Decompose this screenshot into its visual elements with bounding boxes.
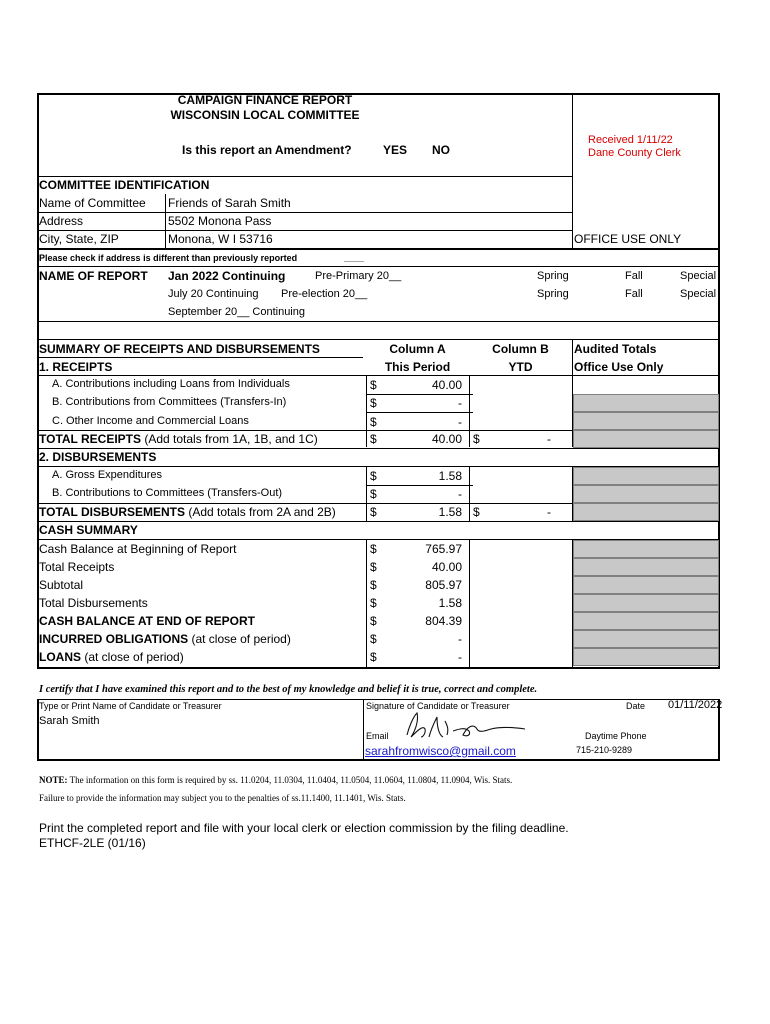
amendment-yes[interactable]: YES	[383, 143, 408, 157]
total-disbursements-note: (Add totals from 2A and 2B)	[185, 505, 336, 519]
form-title: CAMPAIGN FINANCE REPORT	[177, 93, 353, 107]
loans-value[interactable]: -	[458, 650, 462, 664]
receipt-c-label: C. Other Income and Commercial Loans	[52, 415, 249, 427]
audited-totals-header: Audited Totals	[574, 342, 657, 356]
audited-incurred-cell	[573, 630, 719, 648]
form-id: ETHCF-2LE (01/16)	[39, 836, 146, 850]
cash-receipts-value[interactable]: 40.00	[431, 560, 462, 574]
total-receipts-ytd-value[interactable]: -	[547, 432, 551, 446]
report-option-special-2[interactable]: Special	[680, 288, 717, 300]
address-change-note: Please check if address is different than previously reported	[39, 253, 298, 263]
receipts-section-title: 1. RECEIPTS	[39, 360, 113, 374]
audited-loans-cell	[573, 648, 719, 666]
daytime-phone-field[interactable]: 715-210-9289	[576, 745, 633, 755]
report-option-pre-election[interactable]: Pre-election 20__	[281, 288, 368, 300]
committee-section-title: COMMITTEE IDENTIFICATION	[39, 178, 210, 192]
total-disbursements-bold: TOTAL DISBURSEMENTS	[39, 505, 186, 519]
amendment-question: Is this report an Amendment?	[182, 143, 352, 157]
receipt-a-label: A. Contributions including Loans from Individuals	[52, 378, 290, 390]
dollar-sign: $	[370, 415, 377, 429]
audited-disbursement-a-cell	[573, 467, 719, 485]
summary-title: SUMMARY OF RECEIPTS AND DISBURSEMENTS	[39, 342, 320, 356]
total-receipts-note: (Add totals from 1A, 1B, and 1C)	[141, 432, 318, 446]
cash-begin-label: Cash Balance at Beginning of Report	[39, 542, 237, 556]
audited-totals-subheader: Office Use Only	[574, 360, 664, 374]
total-receipts-bold: TOTAL RECEIPTS	[39, 432, 142, 446]
column-a-subheader: This Period	[384, 360, 451, 374]
date-field[interactable]: 01/11/2022	[668, 699, 723, 711]
address-field[interactable]: 5502 Monona Pass	[168, 214, 272, 228]
audited-cash-end-cell	[573, 612, 719, 630]
incurred-obligations-label	[39, 633, 291, 645]
column-b-header: Column B	[492, 342, 549, 356]
cash-disbursements-label: Total Disbursements	[39, 596, 148, 610]
city-state-zip-label: City, State, ZIP	[39, 232, 119, 246]
total-disbursements-value[interactable]: 1.58	[438, 505, 462, 519]
cash-receipts-label: Total Receipts	[39, 560, 115, 574]
receipt-b-label: B. Contributions from Committees (Transfers-In)	[52, 396, 287, 408]
dollar-sign: $	[370, 469, 377, 483]
dollar-sign: $	[473, 505, 480, 519]
audited-cash-begin-cell	[573, 540, 719, 558]
candidate-name-field[interactable]: Sarah Smith	[39, 715, 100, 727]
committee-name-label: Name of Committee	[39, 196, 146, 210]
dollar-sign: $	[370, 542, 377, 556]
address-change-checkbox[interactable]: ____	[344, 253, 365, 263]
audited-cash-disbursements-cell	[573, 594, 719, 612]
cash-disbursements-value[interactable]: 1.58	[438, 596, 462, 610]
dollar-sign: $	[370, 560, 377, 574]
total-disbursements-label	[39, 506, 336, 518]
audited-receipt-a-cell	[573, 394, 719, 412]
disbursement-b-value[interactable]: -	[458, 487, 462, 501]
disbursements-section-title: 2. DISBURSEMENTS	[39, 450, 157, 464]
office-use-only-label: OFFICE USE ONLY	[574, 232, 682, 246]
report-option-september[interactable]: September 20__ Continuing	[168, 306, 305, 318]
report-option-fall-2[interactable]: Fall	[625, 288, 643, 300]
incurred-obligations-note: (at close of period)	[188, 632, 291, 646]
cash-summary-title: CASH SUMMARY	[39, 523, 138, 537]
email-field[interactable]: sarahfromwisco@gmail.com	[365, 744, 516, 758]
column-a-header: Column A	[389, 342, 446, 356]
report-option-special-1[interactable]: Special	[680, 270, 717, 282]
report-name-label: NAME OF REPORT	[39, 269, 148, 283]
signature-label: Signature of Candidate or Treasurer	[366, 701, 510, 711]
loans-bold: LOANS	[39, 650, 81, 664]
candidate-name-label: Type or Print Name of Candidate or Treasurer	[39, 701, 222, 711]
signature-scribble	[395, 707, 530, 743]
dollar-sign: $	[370, 614, 377, 628]
report-selected[interactable]: Jan 2022 Continuing	[168, 269, 286, 283]
audited-total-disbursements-cell	[573, 503, 719, 521]
amendment-no[interactable]: NO	[432, 143, 450, 157]
audited-cash-subtotal-cell	[573, 576, 719, 594]
audited-disbursement-b-cell	[573, 485, 719, 503]
cash-end-label: CASH BALANCE AT END OF REPORT	[39, 614, 255, 628]
penalty-note: Failure to provide the information may subject you to the penalties of ss.11.1400, 11.1401, Wis. Stats.	[39, 793, 406, 803]
dollar-sign: $	[370, 596, 377, 610]
audited-receipt-b-cell	[573, 412, 719, 430]
statutory-note	[39, 776, 512, 785]
incurred-obligations-value[interactable]: -	[458, 632, 462, 646]
committee-name-field[interactable]: Friends of Sarah Smith	[168, 196, 291, 210]
loans-note: (at close of period)	[81, 650, 184, 664]
report-option-spring-1[interactable]: Spring	[537, 270, 569, 282]
note-bold: NOTE:	[39, 775, 68, 785]
total-disbursements-ytd-value[interactable]: -	[547, 505, 551, 519]
column-b-subheader: YTD	[508, 360, 533, 374]
disbursement-b-label: B. Contributions to Committees (Transfers-Out)	[52, 487, 283, 499]
certification-statement: I certify that I have examined this report and to the best of my knowledge and belief it is true, correct and complete.	[39, 684, 538, 695]
city-state-zip-field[interactable]: Monona, W I 53716	[168, 232, 273, 246]
receipt-a-value[interactable]: 40.00	[431, 378, 462, 392]
dollar-sign: $	[370, 650, 377, 664]
filing-instruction: Print the completed report and file with your local clerk or election commission by the filing deadline.	[39, 821, 569, 835]
cash-begin-value[interactable]: 765.97	[425, 542, 462, 556]
report-option-july[interactable]: July 20 Continuing	[168, 288, 259, 300]
form-subtitle: WISCONSIN LOCAL COMMITTEE	[170, 108, 360, 122]
cash-subtotal-value[interactable]: 805.97	[425, 578, 462, 592]
audited-cash-receipts-cell	[573, 558, 719, 576]
audited-total-receipts-cell	[573, 430, 719, 448]
received-stamp-line2: Dane County Clerk	[588, 147, 681, 159]
receipt-c-value[interactable]: -	[458, 415, 462, 429]
loans-label	[39, 651, 184, 663]
dollar-sign: $	[370, 487, 377, 501]
receipt-b-value[interactable]: -	[458, 396, 462, 410]
note-text: The information on this form is required by ss. 11.0204, 11.0304, 11.0404, 11.0504, 11.0604, 11.0804, 11.0904, Wis. Stats.	[67, 775, 513, 785]
cash-end-value[interactable]: 804.39	[425, 614, 462, 628]
dollar-sign: $	[370, 378, 377, 392]
report-option-pre-primary[interactable]: Pre-Primary 20__	[315, 270, 402, 282]
report-option-spring-2[interactable]: Spring	[537, 288, 569, 300]
dollar-sign: $	[370, 578, 377, 592]
report-option-fall-1[interactable]: Fall	[625, 270, 643, 282]
dollar-sign: $	[370, 505, 377, 519]
address-label: Address	[39, 214, 84, 228]
disbursement-a-value[interactable]: 1.58	[438, 469, 462, 483]
dollar-sign: $	[473, 432, 480, 446]
daytime-phone-label: Daytime Phone	[585, 731, 647, 741]
total-receipts-value[interactable]: 40.00	[431, 432, 462, 446]
incurred-obligations-bold: INCURRED OBLIGATIONS	[39, 632, 189, 646]
cash-subtotal-label: Subtotal	[39, 578, 84, 592]
dollar-sign: $	[370, 396, 377, 410]
total-receipts-label	[39, 433, 318, 445]
dollar-sign: $	[370, 632, 377, 646]
dollar-sign: $	[370, 432, 377, 446]
date-label: Date	[626, 701, 646, 711]
disbursement-a-label: A. Gross Expenditures	[52, 469, 163, 481]
received-stamp-line1: Received 1/11/22	[588, 134, 673, 146]
email-label: Email	[366, 731, 389, 741]
